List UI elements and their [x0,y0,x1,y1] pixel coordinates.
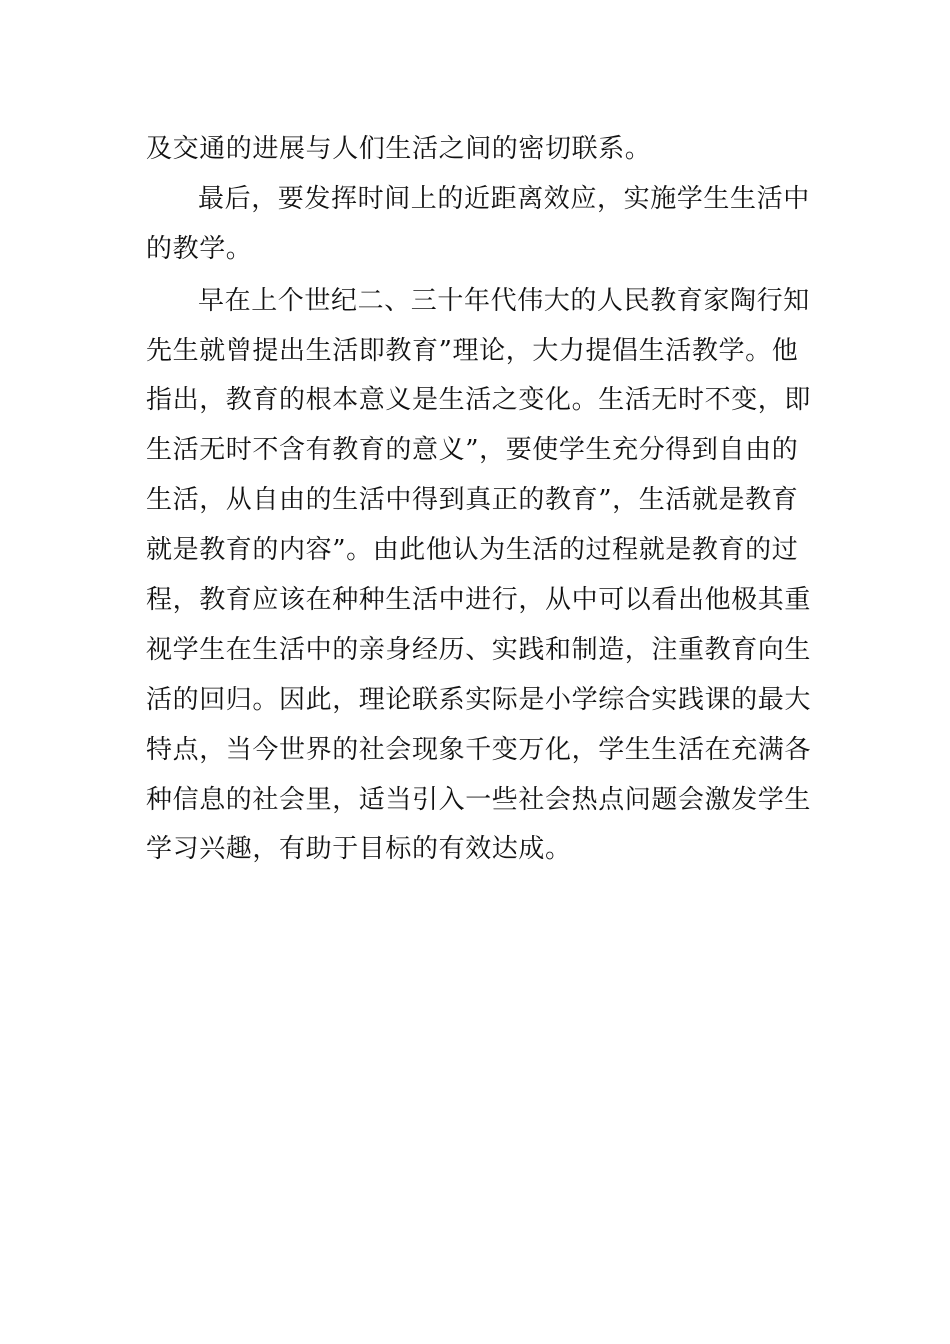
text-line-2: 最后，要发挥时间上的近距离效应，实施学生生活中 [198,184,810,214]
text-line-8: 生活，从自由的生活中得到真正的教育”，生活就是教育 [146,485,799,515]
text-line-3: 的教学。 [146,234,253,264]
text-line-6: 指出，教育的根本意义是生活之变化。生活无时不变，即 [146,385,812,415]
text-line-14: 种信息的社会里，适当引入一些社会热点问题会激发学生 [146,785,812,815]
text-line-13: 特点，当今世界的社会现象千变万化，学生生活在充满各 [146,735,812,765]
text-line-5: 先生就曾提出生活即教育”理论，大力提倡生活教学。他 [146,336,799,366]
text-line-4: 早在上个世纪二、三十年代伟大的人民教育家陶行知 [198,286,810,316]
text-line-12: 活的回归。因此，理论联系实际是小学综合实践课的最大 [146,685,812,715]
text-line-10: 程，教育应该在种种生活中进行，从中可以看出他极其重 [146,585,812,615]
text-line-9: 就是教育的内容”。由此他认为生活的过程就是教育的过 [146,535,799,565]
text-line-1: 及交通的进展与人们生活之间的密切联系。 [146,134,652,164]
text-line-11: 视学生在生活中的亲身经历、实践和制造，注重教育向生 [146,635,812,665]
text-line-15: 学习兴趣，有助于目标的有效达成。 [146,834,572,864]
text-line-7: 生活无时不含有教育的意义”，要使学生充分得到自由的 [146,435,799,465]
